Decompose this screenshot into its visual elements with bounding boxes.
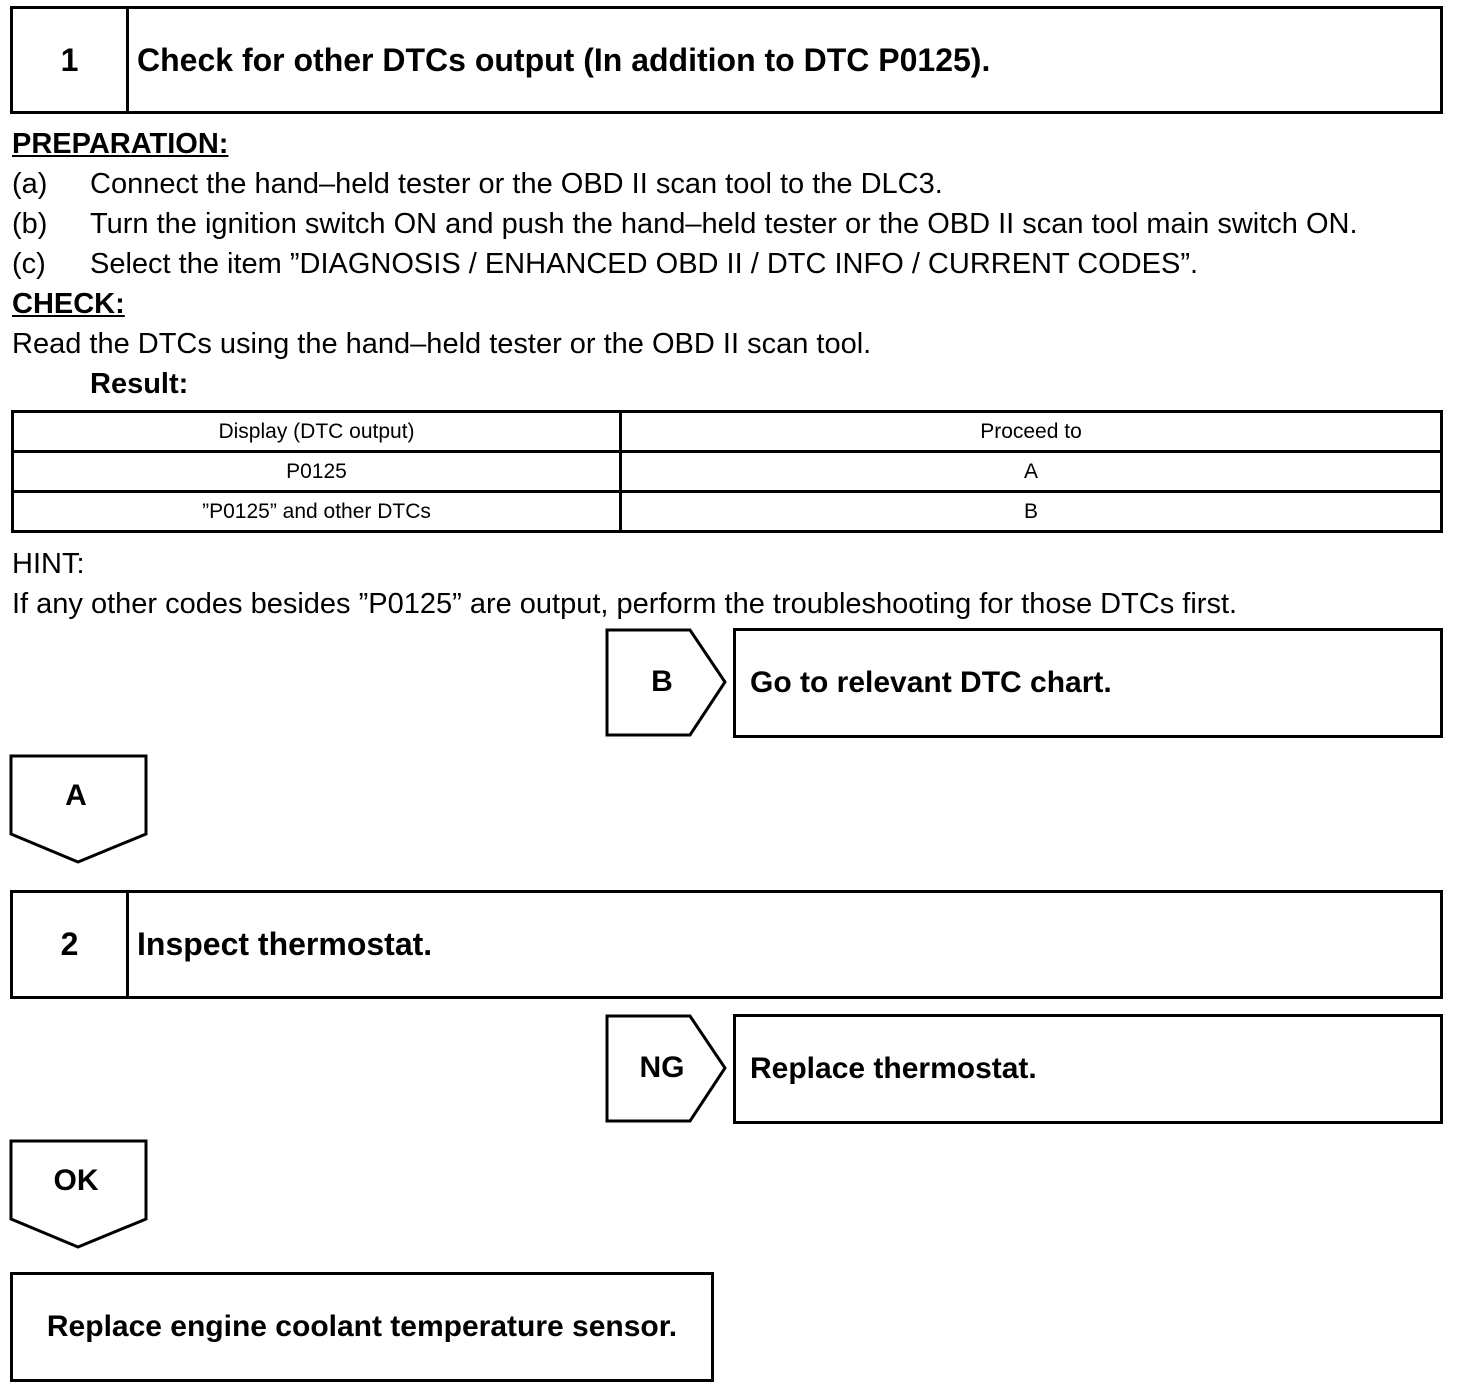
preparation-item-letter: (b) — [12, 208, 48, 240]
preparation-item-text: Connect the hand–held tester or the OBD II scan tool to the DLC3. — [90, 168, 943, 200]
step-1-title: Check for other DTCs output (In addition to DTC P0125). — [137, 41, 991, 78]
table-header-row — [13, 412, 1442, 452]
preparation-item-letter: (c) — [12, 248, 46, 280]
branch-ng-label: NG — [639, 1051, 685, 1084]
result-label: Result: — [90, 368, 189, 400]
table-header-cell: Proceed to — [621, 412, 1442, 452]
preparation-item-b — [12, 207, 1452, 241]
step-2-number: 2 — [13, 893, 129, 996]
table-header-cell: Display (DTC output) — [13, 412, 621, 452]
branch-ok-label: OK — [53, 1164, 99, 1197]
step-1-number: 1 — [13, 9, 129, 111]
final-action-text: Replace engine coolant temperature sensor. — [46, 1310, 678, 1343]
branch-b-action-text: Go to relevant DTC chart. — [750, 666, 1112, 699]
table-row — [13, 492, 1442, 532]
table-cell: P0125 — [13, 452, 621, 492]
branch-a-label: A — [65, 779, 87, 812]
preparation-item-a — [12, 167, 1452, 201]
branch-ng-action-text: Replace thermostat. — [750, 1052, 1037, 1085]
table-cell: B — [621, 492, 1442, 532]
hint-text: If any other codes besides ”P0125” are output, perform the troubleshooting for those DTCs first. — [12, 588, 1238, 620]
step-2-title: Inspect thermostat. — [137, 926, 433, 962]
check-heading: CHECK: — [12, 288, 125, 320]
table-row — [13, 452, 1442, 492]
result-table — [11, 410, 1443, 533]
step-2-header — [10, 890, 1443, 999]
preparation-item-text: Turn the ignition switch ON and push the hand–held tester or the OBD II scan tool main switch ON. — [90, 208, 1358, 240]
step-1-header — [10, 6, 1443, 114]
table-cell: A — [621, 452, 1442, 492]
preparation-item-letter: (a) — [12, 168, 48, 200]
check-text: Read the DTCs using the hand–held tester or the OBD II scan tool. — [12, 328, 872, 360]
table-cell: ”P0125” and other DTCs — [13, 492, 621, 532]
hint-label: HINT: — [12, 548, 85, 580]
final-action-box — [10, 1272, 714, 1382]
branch-b-action-box — [733, 628, 1443, 738]
branch-b-label: B — [651, 665, 673, 698]
preparation-item-text: Select the item ”DIAGNOSIS / ENHANCED OBD II / DTC INFO / CURRENT CODES”. — [90, 248, 1199, 280]
preparation-heading: PREPARATION: — [12, 128, 229, 160]
preparation-item-c — [12, 247, 1452, 281]
branch-ng-action-box — [733, 1014, 1443, 1124]
